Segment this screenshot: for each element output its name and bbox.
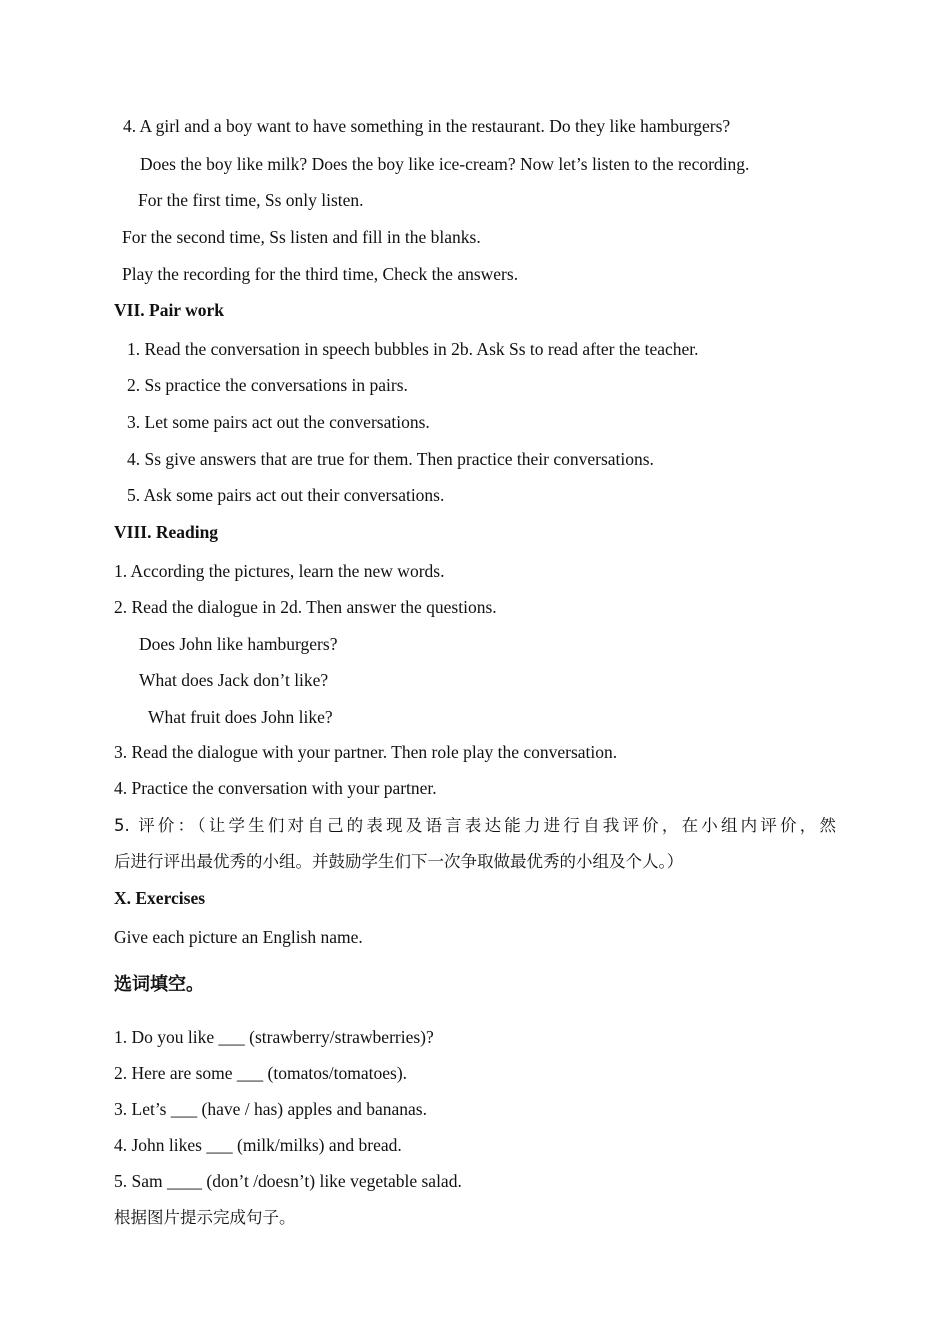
fill-in-item: 1. Do you like ___ (strawberry/strawberries)? (114, 1027, 434, 1047)
pair-work-item: 3. Let some pairs act out the conversations. (127, 412, 430, 432)
listening-third-time: Play the recording for the third time, Check the answers. (122, 264, 519, 284)
picture-prompt: 根据图片提示完成句子。 (114, 1208, 296, 1227)
fill-in-item: 5. Sam ____ (don’t /doesn’t) like vegetable salad. (114, 1171, 462, 1191)
listening-item4-line2: Does the boy like milk? Does the boy like ice-cream? Now let’s listen to the recording. (140, 154, 750, 174)
pair-work-item: 2. Ss practice the conversations in pairs. (127, 375, 408, 395)
listening-item4-line1 (123, 115, 836, 137)
fill-in-item: 2. Here are some ___ (tomatos/tomatoes). (114, 1063, 408, 1083)
reading-item3: 3. Read the dialogue with your partner. Then role play the conversation. (114, 742, 618, 762)
reading-item1: 1. According the pictures, learn the new words. (114, 561, 445, 581)
pair-work-item: 4. Ss give answers that are true for them. Then practice their conversations. (127, 449, 654, 469)
reading-item2: 2. Read the dialogue in 2d. Then answer the questions. (114, 597, 497, 617)
fill-in-heading: 选词填空。 (114, 974, 204, 995)
fill-in-item: 3. Let’s ___ (have / has) apples and bananas. (114, 1099, 427, 1119)
exercises-instruction: Give each picture an English name. (114, 927, 363, 947)
exercises-heading: X. Exercises (114, 888, 206, 908)
pair-work-item: 1. Read the conversation in speech bubbles in 2b. Ask Ss to read after the teacher. (127, 339, 699, 359)
listening-second-time: For the second time, Ss listen and fill in the blanks. (122, 227, 481, 247)
reading-question: What does Jack don’t like? (139, 670, 329, 690)
reading-item4: 4. Practice the conversation with your partner. (114, 778, 437, 798)
text: 4. A girl and a boy want to have something in the restaurant. Do they like hamburgers? (123, 116, 731, 136)
pair-work-item: 5. Ask some pairs act out their conversations. (127, 485, 445, 505)
listening-item4-line3: For the first time, Ss only listen. (138, 190, 364, 210)
reading-heading: VIII. Reading (114, 522, 219, 542)
reading-item5-line2: 后进行评出最优秀的小组。并鼓励学生们下一次争取做最优秀的小组及个人。） (114, 852, 684, 871)
pair-work-heading: VII. Pair work (114, 300, 225, 320)
reading-question: Does John like hamburgers? (139, 634, 338, 654)
reading-item5-line1: 5. 评价：（让学生们对自己的表现及语言表达能力进行自我评价，在小组内评价，然 (114, 816, 836, 835)
reading-question: What fruit does John like? (148, 707, 333, 727)
fill-in-item: 4. John likes ___ (milk/milks) and bread. (114, 1135, 402, 1155)
